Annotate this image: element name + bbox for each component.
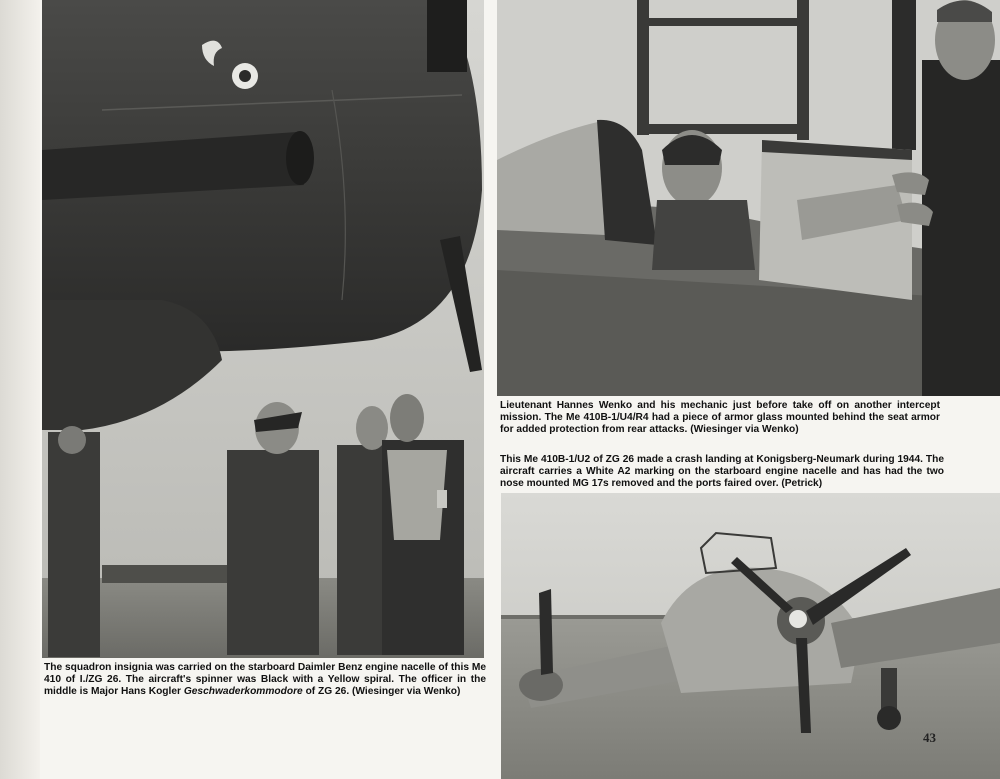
caption-left-text: The squadron insignia was carried on the starboard Daimler Benz engine nacelle of this Me 410 of I./ZG 26. The aircraft's spinner was Black with a Yellow spiral. The officer in the middle is Major Hans Kogler (44, 662, 486, 697)
page-number: 43 (923, 730, 936, 745)
caption-left-tail: of ZG 26. (Wiesinger via Wenko) (302, 686, 461, 697)
caption-left-italic: Geschwaderkommodore (183, 686, 303, 697)
caption-squadron-insignia (44, 662, 486, 698)
caption-pilot-wenko: Lieutenant Hannes Wenko and his mechanic just before take off on another intercept mission. The Me 410B-1/U4/R4 had a piece of armor glass mounted behind the seat armor for added protection from rear attacks. (Wiesinger via Wenko) (500, 400, 940, 435)
page-binding-shadow (0, 0, 40, 779)
photo-pilot-in-cockpit (497, 0, 1000, 396)
photo-squadron-insignia-and-crew (42, 0, 484, 658)
caption-crash-landing: This Me 410B-1/U2 of ZG 26 made a crash landing at Konigsberg-Neumark during 1944. The aircraft carries a White A2 marking on the starboard engine nacelle and has had the two nose mounted MG 17s removed and the ports faired over. (Petrick) (500, 454, 944, 489)
